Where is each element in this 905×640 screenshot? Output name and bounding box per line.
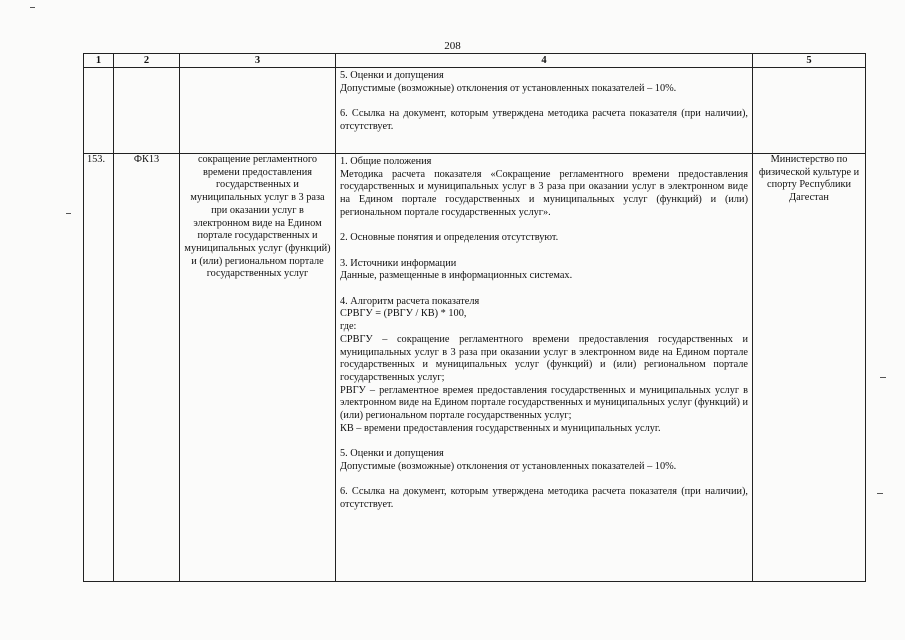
header-col-3: 3 — [180, 54, 336, 68]
indicator-methodology — [336, 154, 753, 582]
methodology-para: 2. Основные понятия и определения отсутствуют. — [340, 232, 559, 244]
scan-mark — [30, 7, 35, 8]
header-col-4: 4 — [336, 54, 753, 68]
indicator-table — [83, 53, 866, 582]
row-number: 153. — [84, 154, 114, 582]
page-number: 208 — [444, 40, 461, 52]
methodology-para: СРВГУ = (РВГУ / КВ) * 100, — [340, 308, 467, 320]
continued-col-1 — [84, 68, 114, 154]
continued-col-3 — [180, 68, 336, 154]
continued-col-5 — [753, 68, 866, 154]
methodology-para: 6. Ссылка на документ, которым утверждена методика расчета показателя (при наличии), отсутствует. — [340, 486, 748, 510]
header-col-5: 5 — [753, 54, 866, 68]
continued-para: Допустимые (возможные) отклонения от установленных показателей – 10%. — [340, 82, 677, 94]
scan-mark — [66, 213, 71, 214]
methodology-para: РВГУ – регламентное времея предоставления государственных и муниципальных услуг в электронном виде на Едином портале государственных и муниципальных услуг (функций) и (или) региональном портале государственных услуг; — [340, 384, 748, 422]
continued-methodology — [336, 68, 753, 154]
indicator-name: сокращение регламентного времени предоставления государственных и муниципальных услуг в 3 раза при оказании услуг в электронном виде на Едином портале государственных и муниципальных услуг (функций) и (или) региональном портале государственных услуг — [180, 154, 336, 582]
header-col-1: 1 — [84, 54, 114, 68]
continued-para: 6. Ссылка на документ, которым утверждена методика расчета показателя (при наличии), отсутствует. — [340, 108, 748, 132]
indicator-row — [84, 154, 866, 582]
methodology-para: СРВГУ – сокращение регламентного времени предоставления государственных и муниципальных услуг в 3 раза при оказании услуг в электронном виде на Едином портале государственных и муниципальных услуг (функций) и (или) региональном портале государственных услуг; — [340, 333, 748, 383]
paragraph-gap — [340, 245, 748, 258]
paragraph-gap — [340, 283, 748, 296]
paragraph-gap — [340, 95, 748, 108]
methodology-para: КВ – времени предоставления государственных и муниципальных услуг. — [340, 422, 661, 434]
methodology-para: 1. Общие положения — [340, 156, 432, 167]
methodology-para: 3. Источники информации — [340, 257, 457, 269]
methodology-para: где: — [340, 321, 357, 333]
scan-mark — [877, 493, 883, 494]
methodology-para: Допустимые (возможные) отклонения от установленных показателей – 10%. — [340, 460, 677, 472]
methodology-para: 4. Алгоритм расчета показателя — [340, 295, 480, 307]
scan-mark — [880, 377, 886, 378]
continued-col-2 — [114, 68, 180, 154]
methodology-para: 5. Оценки и допущения — [340, 448, 444, 460]
methodology-para: Методика расчета показателя «Сокращение регламентного времени предоставления государственных и муниципальных услуг в 3 раза при оказании услуг в электронном виде на Едином портале государственных и муниципальных услуг (функций) и (или) региональном портале государственных услуг». — [340, 168, 748, 218]
header-col-2: 2 — [114, 54, 180, 68]
paragraph-gap — [340, 474, 748, 487]
header-row — [84, 54, 866, 68]
continued-row — [84, 68, 866, 154]
continued-para: 5. Оценки и допущения — [340, 70, 444, 81]
responsible-body: Министерство по физической культуре и спорту Республики Дагестан — [753, 154, 866, 582]
methodology-para: Данные, размещенные в информационных системах. — [340, 270, 573, 282]
paragraph-gap — [340, 435, 748, 448]
paragraph-gap — [340, 220, 748, 233]
indicator-code: ФК13 — [114, 154, 180, 582]
